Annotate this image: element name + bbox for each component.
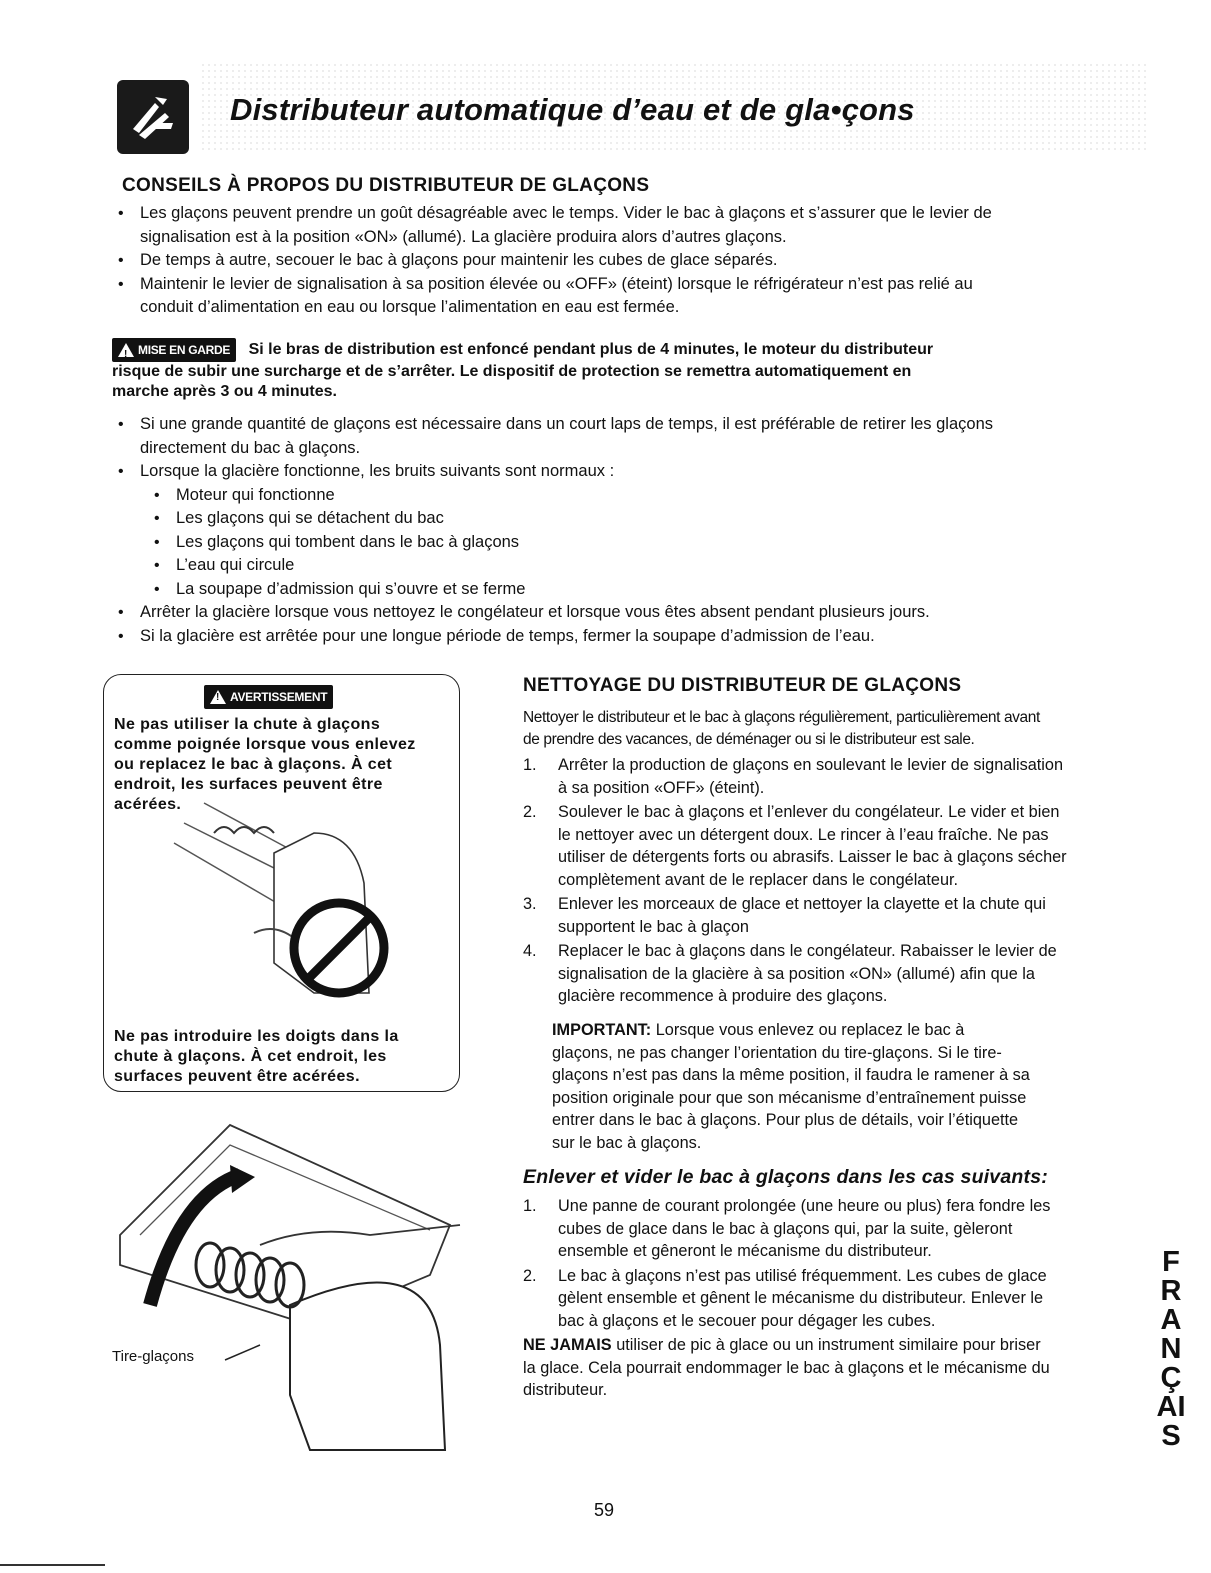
list-item: • Les glaçons qui tombent dans le bac à glaçons [154, 532, 520, 551]
list-item: • Maintenir le levier de signalisation à sa position élevée ou «OFF» (éteint) lorsque le réfrigérateur n’est pas relié au conduit d’alimentation en eau ou lorsque l’alimentation en eau est fermée. [118, 274, 973, 316]
figure-label: Tire-glaçons [112, 1348, 194, 1365]
ice-bin-illustration [110, 1105, 465, 1455]
list-item: • Si la glacière est arrêtée pour une longue période de temps, fermer la soupape d’admission de l’eau. [118, 626, 875, 645]
language-side-label: FRANÇAIS [1156, 1246, 1186, 1452]
warning-badge: ! AVERTISSEMENT [204, 685, 333, 709]
list-item: • Les glaçons peuvent prendre un goût désagréable avec le temps. Vider le bac à glaçons et s’assurer que le levier de signalisation est à la position «ON» (allumé). La glacière produira alors d’autres glaçons. [118, 204, 992, 246]
ice-chute-illustration [164, 793, 424, 1013]
list-item: 2. Le bac à glaçons n’est pas utilisé fréquemment. Les cubes de glace gèlent ensemble et gênent le mécanisme du distributeur. Enlever le bac à glaçons et le secouer pour dégager les cubes. [523, 1266, 1047, 1330]
list-item: 2. Soulever le bac à glaçons et l’enlever du congélateur. Le vider et bien le nettoyer avec un détergent doux. Le rincer à l’eau fraîche. Ne pas utiliser de détergents forts ou abrasifs. Laisser le bac à glaçons sécher complètement avant de le replacer dans le congélateur. [523, 803, 1067, 889]
list-item: 3. Enlever les morceaux de glace et nettoyer la clayette et la chute qui supportent le bac à glaçon [523, 895, 1046, 936]
page-title: Distributeur automatique d’eau et de gla•çons [230, 92, 915, 127]
caution-badge: ! MISE EN GARDE [112, 338, 236, 362]
important-note: IMPORTANT: Lorsque vous enlevez ou replacez le bac à glaçons, ne pas changer l’orientation du tire-glaçons. Si le tire- glaçons n’est pas dans la même position, il faudra le ramener à sa position originale pour que son mécanisme d’entraînement puisse entrer dans le bac à glaçons. Pour plus de détails, voir l’étiquette sur le bac à glaçons. [552, 1021, 1030, 1152]
page-number: 59 [594, 1500, 615, 1520]
list-item: • Arrêter la glacière lorsque vous nettoyez le congélateur et lorsque vous êtes absent pendant plusieurs jours. [118, 603, 930, 621]
section-heading-enlever: Enlever et vider le bac à glaçons dans les cas suivants: [523, 1166, 1048, 1188]
ice-dispenser-icon [117, 80, 189, 154]
warning-triangle-icon [118, 343, 134, 357]
list-item: 4. Replacer le bac à glaçons dans le congélateur. Rabaisser le levier de signalisation de la glacière à sa position «ON» (allumé) afin que la glacière recommence à produire des glaçons. [523, 942, 1057, 1005]
cleaning-steps [523, 754, 1148, 1008]
list-item: 1. Arrêter la production de glaçons en soulevant le levier de signalisation à sa position «OFF» (éteint). [523, 756, 1064, 797]
footer-rule [0, 1564, 105, 1566]
list-item: • De temps à autre, secouer le bac à glaçons pour maintenir les cubes de glace séparés. [118, 251, 778, 269]
remove-steps [523, 1195, 1148, 1402]
list-item: • L’eau qui circule [154, 556, 295, 574]
list-item: • Moteur qui fonctionne [154, 485, 335, 504]
list-item: • Si une grande quantité de glaçons est nécessaire dans un court laps de temps, il est préférable de retirer les glaçons directement du bac à glaçons. [118, 415, 994, 457]
never-note: NE JAMAIS utiliser de pic à glace ou un instrument similaire pour briser la glace. Cela pourrait endommager le bac à glaçons et le mécanisme du distributeur. [523, 1336, 1050, 1399]
section-heading-nettoyage: NETTOYAGE DU DISTRIBUTEUR DE GLAÇONS [523, 675, 962, 696]
tips-list-b [118, 413, 1158, 648]
warning-box [103, 674, 460, 1092]
cleaning-intro: Nettoyer le distributeur et le bac à glaçons régulièrement, particulièrement avant de prendre des vacances, de déménager ou si le distributeur est sale. [523, 709, 1040, 748]
list-item: 1. Une panne de courant prolongée (une heure ou plus) fera fondre les cubes de glace dans le bac à glaçons qui, par la suite, gèleront ensemble et gêneront le mécanisme du distributeur. [523, 1197, 1051, 1260]
list-item: • La soupape d’admission qui s’ouvre et se ferme [154, 579, 526, 598]
warning-text-top: Ne pas utiliser la chute à glaçons comme poignée lorsque vous enlevez ou replacez le bac à glaçons. À cet endroit, les surfaces peuvent être acérées. [114, 716, 416, 813]
section-heading-conseils: CONSEILS À PROPOS DU DISTRIBUTEUR DE GLAÇONS [122, 175, 650, 196]
warning-text-bottom: Ne pas introduire les doigts dans la chute à glaçons. À cet endroit, les surfaces peuvent être acérées. [114, 1028, 399, 1085]
caution-notice: ! MISE EN GARDE Si le bras de distribution est enfoncé pendant plus de 4 minutes, le moteur du distributeur risque de subir une surcharge et de s’arrêter. Le dispositif de protection se remettra automatiquement en marche après 3 ou 4 minutes. [112, 338, 1157, 402]
sub-list [118, 484, 1158, 602]
tips-list-a [118, 202, 1158, 320]
list-item: • Les glaçons qui se détachent du bac [154, 509, 444, 527]
warning-triangle-icon [210, 690, 226, 704]
list-item: • Lorsque la glacière fonctionne, les bruits suivants sont normaux : [118, 462, 615, 480]
